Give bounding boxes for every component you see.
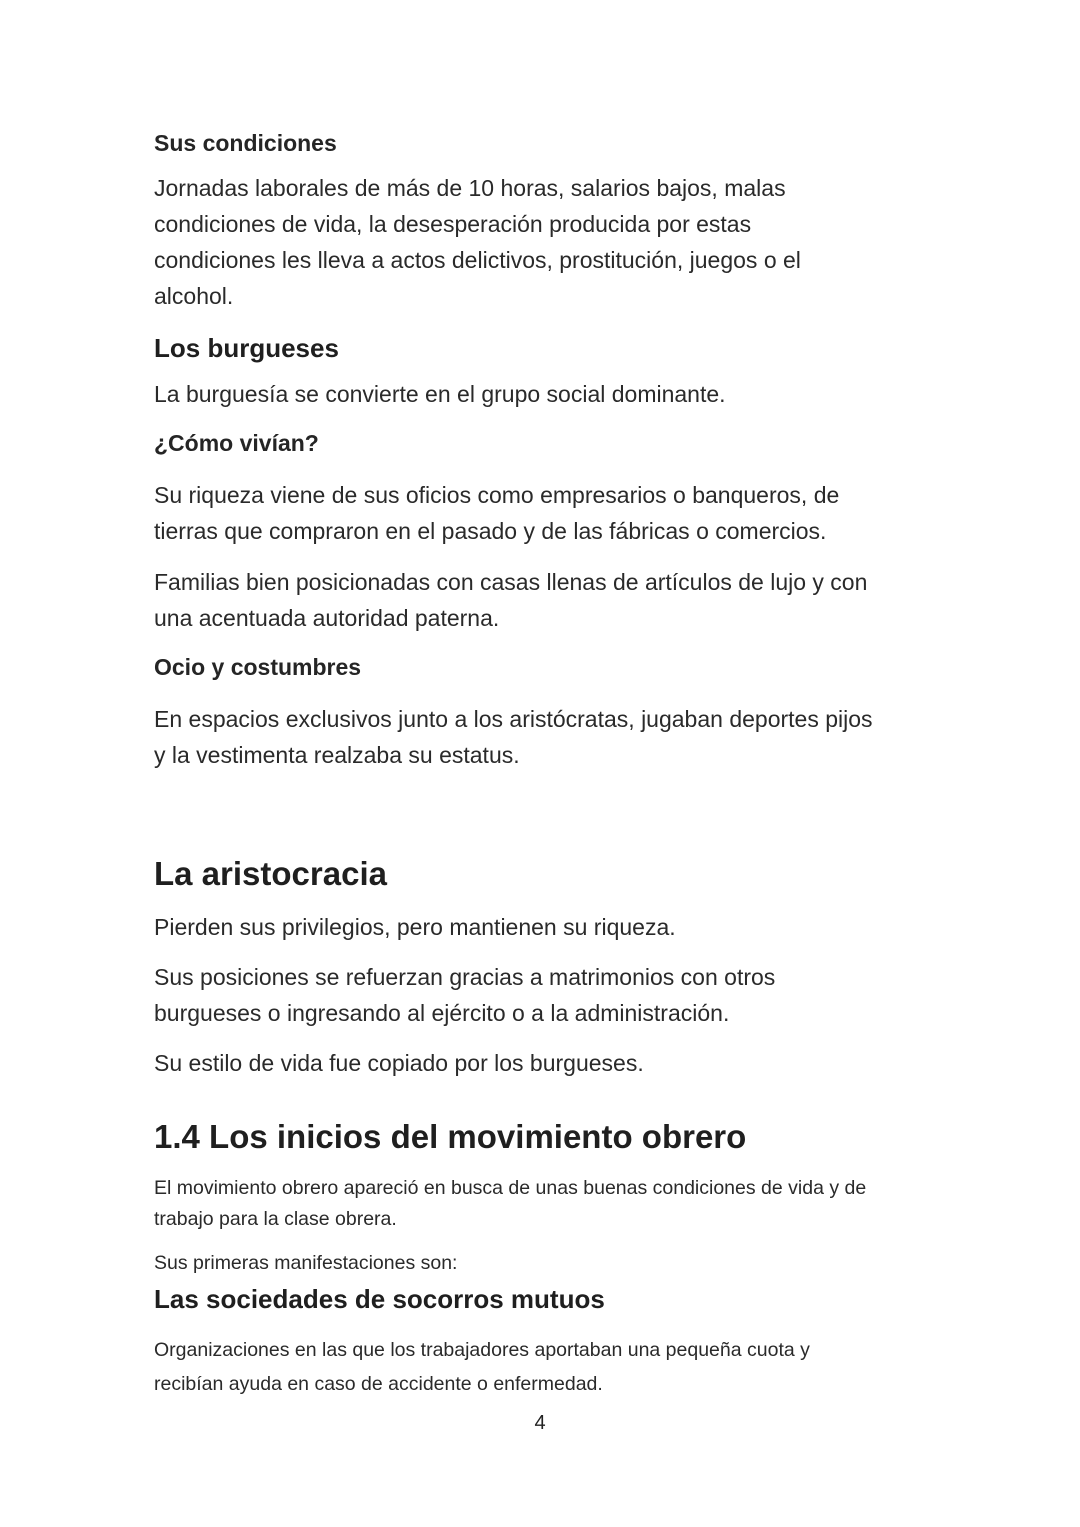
page-number: 4 — [534, 1412, 546, 1434]
paragraph-line: Jornadas laborales de más de 10 horas, salarios bajos, malas — [154, 175, 786, 201]
heading-socorros-mutuos: Las sociedades de socorros mutuos — [154, 1284, 605, 1314]
heading-sus-condiciones: Sus condiciones — [154, 130, 337, 156]
paragraph-line: Su estilo de vida fue copiado por los burgueses. — [154, 1050, 644, 1076]
paragraph-line: En espacios exclusivos junto a los aristócratas, jugaban deportes pijos — [154, 706, 873, 732]
paragraph-line: La burguesía se convierte en el grupo social dominante. — [154, 381, 726, 407]
paragraph-line: condiciones les lleva a actos delictivos, prostitución, juegos o el — [154, 247, 801, 273]
paragraph-line: recibían ayuda en caso de accidente o enfermedad. — [154, 1373, 603, 1395]
paragraph-line: Sus posiciones se refuerzan gracias a matrimonios con otros — [154, 964, 776, 990]
heading-como-vivian: ¿Cómo vivían? — [154, 430, 319, 456]
paragraph-line: Familias bien posicionadas con casas llenas de artículos de lujo y con — [154, 569, 868, 595]
heading-movimiento-obrero: 1.4 Los inicios del movimiento obrero — [154, 1118, 747, 1155]
paragraph-line: burgueses o ingresando al ejército o a la administración. — [154, 1000, 730, 1026]
paragraph-line: Sus primeras manifestaciones son: — [154, 1252, 458, 1274]
heading-ocio-costumbres: Ocio y costumbres — [154, 654, 362, 680]
paragraph-line: alcohol. — [154, 283, 234, 309]
heading-los-burgueses: Los burgueses — [154, 333, 339, 363]
paragraph-line: y la vestimenta realzaba su estatus. — [154, 742, 520, 768]
paragraph-line: Pierden sus privilegios, pero mantienen su riqueza. — [154, 914, 676, 940]
paragraph-line: trabajo para la clase obrera. — [154, 1208, 397, 1230]
paragraph-line: Organizaciones en las que los trabajadores aportaban una pequeña cuota y — [154, 1339, 810, 1361]
paragraph-line: tierras que compraron en el pasado y de las fábricas o comercios. — [154, 518, 827, 544]
heading-la-aristocracia: La aristocracia — [154, 855, 387, 892]
paragraph-line: El movimiento obrero apareció en busca de unas buenas condiciones de vida y de — [154, 1177, 867, 1199]
paragraph-line: condiciones de vida, la desesperación producida por estas — [154, 211, 752, 237]
paragraph-line: Su riqueza viene de sus oficios como empresarios o banqueros, de — [154, 482, 840, 508]
paragraph-line: una acentuada autoridad paterna. — [154, 605, 500, 631]
